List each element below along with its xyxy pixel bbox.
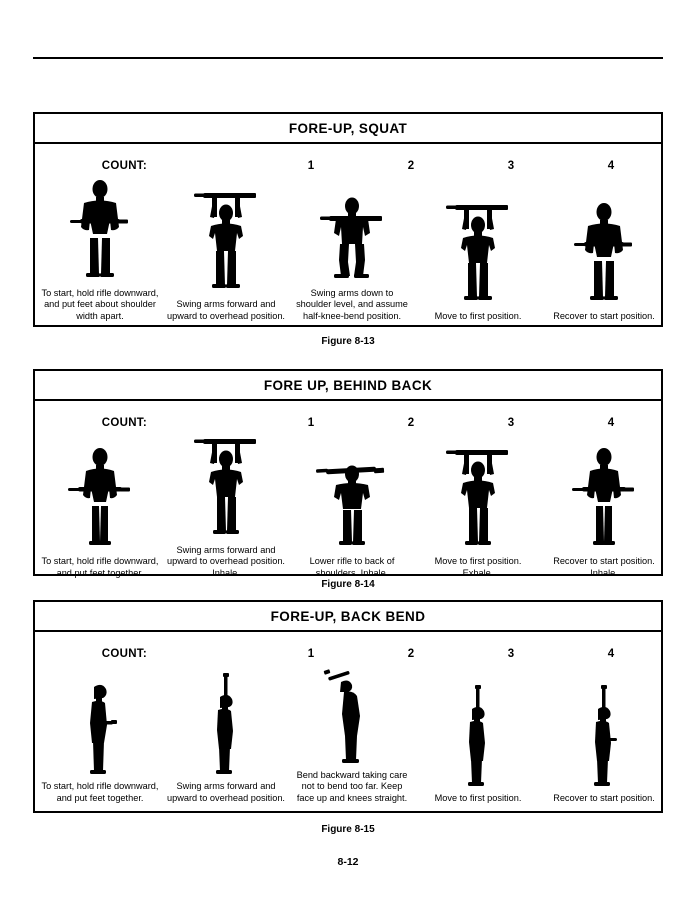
soldier-side-view-arms-overhead-icon <box>548 683 660 787</box>
soldier-arms-overhead-rifle-icon <box>170 183 282 293</box>
count-number: 2 <box>407 417 415 429</box>
exercise-panel <box>37 440 163 587</box>
header-rule <box>33 57 663 59</box>
exercise-panel <box>37 671 163 812</box>
count-number: 3 <box>507 417 515 429</box>
figure-title: FORE UP, BEHIND BACK <box>35 371 661 401</box>
panel-caption: Move to first position. Exhale. <box>434 556 522 578</box>
exercise-panel <box>415 683 541 812</box>
exercise-panel <box>415 195 541 330</box>
panel-caption: To start, hold rifle downward, and put feet about shoulder width apart. <box>41 288 159 321</box>
soldier-half-knee-bend-rifle-shoulder-icon <box>296 172 408 282</box>
count-label: COUNT: <box>101 160 147 172</box>
panel-caption: Recover to start position. <box>553 792 655 803</box>
panel-caption: Move to first position. <box>434 310 522 321</box>
soldier-rifle-downward-feet-together-icon <box>44 440 156 550</box>
count-number: 2 <box>407 648 415 660</box>
panel-caption: Recover to start position. <box>553 310 655 321</box>
figure-block-fore-up-behind-back <box>33 369 663 576</box>
panel-caption: Swing arms forward and upward to overhead position. <box>167 299 285 321</box>
panel-caption: To start, hold rifle downward, and put feet together. <box>41 556 159 578</box>
panel-caption: Recover to start position. Inhale. <box>553 556 655 578</box>
soldier-side-view-rifle-down-icon <box>44 671 156 775</box>
panel-row <box>35 660 661 812</box>
count-label: COUNT: <box>101 417 147 429</box>
count-number: 1 <box>307 648 315 660</box>
panel-caption: Lower rifle to back of shoulders. Inhale. <box>309 556 395 578</box>
exercise-panel <box>289 660 415 812</box>
exercise-panel <box>541 683 667 812</box>
soldier-side-view-back-bend-icon <box>296 660 408 764</box>
soldier-arms-overhead-rifle-icon <box>422 195 534 305</box>
figure-title: FORE-UP, SQUAT <box>35 114 661 144</box>
exercise-panel <box>541 440 667 587</box>
soldier-rifle-behind-shoulders-icon <box>296 440 408 550</box>
figure-title: FORE-UP, BACK BEND <box>35 602 661 632</box>
count-row <box>35 144 661 172</box>
soldier-rifle-downward-front-icon <box>44 172 156 282</box>
exercise-panel <box>163 183 289 330</box>
panel-row <box>35 172 661 330</box>
count-number: 4 <box>607 417 615 429</box>
panel-caption: Bend backward taking care not to bend too far. Keep face up and knees straight. <box>296 770 408 803</box>
count-row <box>35 401 661 429</box>
figure-block-fore-up-squat <box>33 112 663 327</box>
count-number: 4 <box>607 160 615 172</box>
soldier-arms-overhead-rifle-icon <box>170 429 282 539</box>
figure-number: Figure 8-13 <box>321 336 375 347</box>
count-number: 2 <box>407 160 415 172</box>
panel-caption: Swing arms down to shoulder level, and assume half-knee-bend position. <box>296 288 408 321</box>
count-label: COUNT: <box>101 648 147 660</box>
panel-row <box>35 429 661 587</box>
exercise-panel <box>37 172 163 330</box>
count-number: 4 <box>607 648 615 660</box>
count-row <box>35 632 661 660</box>
exercise-panel <box>163 429 289 587</box>
figure-number: Figure 8-14 <box>321 579 375 590</box>
panel-caption: Move to first position. <box>434 792 522 803</box>
panel-caption: Swing arms forward and upward to overhead position. Inhale. <box>167 545 285 578</box>
soldier-arms-overhead-rifle-icon <box>422 440 534 550</box>
panel-caption: Swing arms forward and upward to overhead position. <box>167 781 285 803</box>
exercise-panel <box>289 172 415 330</box>
count-number: 3 <box>507 160 515 172</box>
count-number: 1 <box>307 160 315 172</box>
figure-number: Figure 8-15 <box>321 824 375 835</box>
exercise-panel <box>415 440 541 587</box>
soldier-rifle-downward-front-icon <box>548 195 660 305</box>
soldier-side-view-arms-overhead-icon <box>422 683 534 787</box>
panel-caption: To start, hold rifle downward, and put feet together. <box>41 781 159 803</box>
count-number: 1 <box>307 417 315 429</box>
soldier-side-view-arms-overhead-icon <box>170 671 282 775</box>
page-number: 8-12 <box>337 856 359 868</box>
count-number: 3 <box>507 648 515 660</box>
exercise-panel <box>541 195 667 330</box>
soldier-rifle-downward-feet-together-icon <box>548 440 660 550</box>
exercise-panel <box>289 440 415 587</box>
figure-block-fore-up-back-bend <box>33 600 663 813</box>
exercise-panel <box>163 671 289 812</box>
